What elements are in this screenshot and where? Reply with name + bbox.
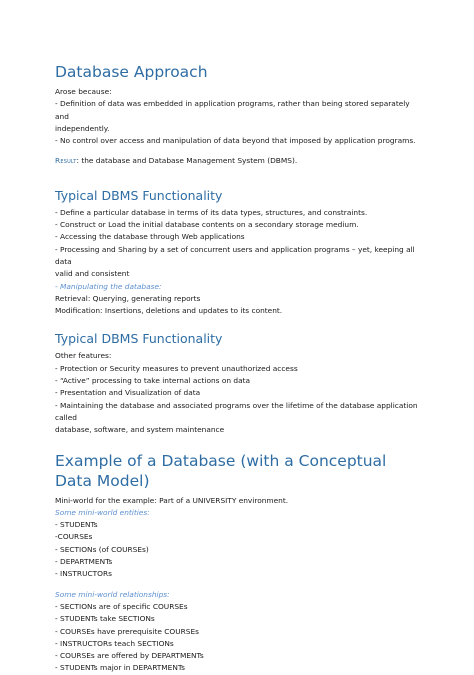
bullet-line: - “Active” processing to take internal actions on data — [55, 376, 251, 386]
section-heading-typical-dbms-functionality-2: Typical DBMS Functionality — [55, 331, 223, 347]
paragraph-mini-world: Mini-world for the example: Part of a UNIVERSITY environment. — [55, 495, 289, 505]
result-paragraph — [55, 155, 425, 167]
relationship-item: - COURSEs are offered by DEPARTMENTs — [55, 651, 204, 661]
section-heading-example-database: Example of a Database (with a Conceptual Data Model) — [55, 451, 387, 490]
paragraph-arose-because: Arose because: — [55, 87, 112, 96]
bullet-line: independently. — [55, 123, 110, 133]
entity-item: - INSTRUCTORs — [55, 569, 112, 579]
bullet-line: - Presentation and Visualization of data — [55, 388, 201, 398]
section-heading-database-approach: Database Approach — [55, 63, 208, 81]
bullet-line: database, software, and system maintenance — [55, 425, 225, 435]
relationship-item: - STUDENTs take SECTIONs — [55, 614, 155, 624]
bullet-line: - Accessing the database through Web applications — [55, 232, 245, 242]
document-page — [55, 62, 425, 675]
bullet-line: - Construct or Load the initial database contents on a secondary storage medium. — [55, 220, 359, 230]
bullet-line: - No control over access and manipulation of data beyond that imposed by application programs. — [55, 136, 416, 146]
relationships-label: Some mini-world relationships: — [55, 589, 170, 599]
entities-label: Some mini-world entities: — [55, 507, 150, 517]
bullet-line: - Maintaining the database and associated programs over the lifetime of the database application called — [55, 400, 418, 422]
section-heading-typical-dbms-functionality: Typical DBMS Functionality — [55, 187, 223, 203]
entity-item: - STUDENTs — [55, 520, 98, 530]
relationship-item: - STUDENTs major in DEPARTMENTs — [55, 663, 186, 673]
relationship-item: - INSTRUCTORs teach SECTIONs — [55, 638, 174, 648]
manipulating-label: - Manipulating the database: — [55, 281, 162, 291]
result-text: : the database and Database Management System (DBMS). — [76, 156, 298, 166]
entity-item: - DEPARTMENTs — [55, 557, 113, 567]
result-label: Result — [55, 156, 77, 166]
bullet-line: - Processing and Sharing by a set of concurrent users and application programs – yet, keeping all data — [55, 244, 415, 266]
relationship-item: - SECTIONs are of specific COURSEs — [55, 601, 188, 611]
relationship-item: - COURSEs have prerequisite COURSEs — [55, 626, 199, 636]
modification-line: Modification: Insertions, deletions and updates to its content. — [55, 306, 283, 316]
entity-item: - SECTIONs (of COURSEs) — [55, 544, 149, 554]
bullet-line: - Definition of data was embedded in application programs, rather than being stored separately and — [55, 99, 410, 121]
bullet-line: - Define a particular database in terms of its data types, structures, and constraints. — [55, 207, 368, 217]
bullet-line: - Protection or Security measures to prevent unauthorized access — [55, 363, 298, 373]
retrieval-line: Retrieval: Querying, generating reports — [55, 293, 201, 303]
entity-item: -COURSEs — [55, 532, 93, 542]
paragraph-other-features: Other features: — [55, 351, 112, 361]
bullet-line: valid and consistent — [55, 269, 130, 279]
